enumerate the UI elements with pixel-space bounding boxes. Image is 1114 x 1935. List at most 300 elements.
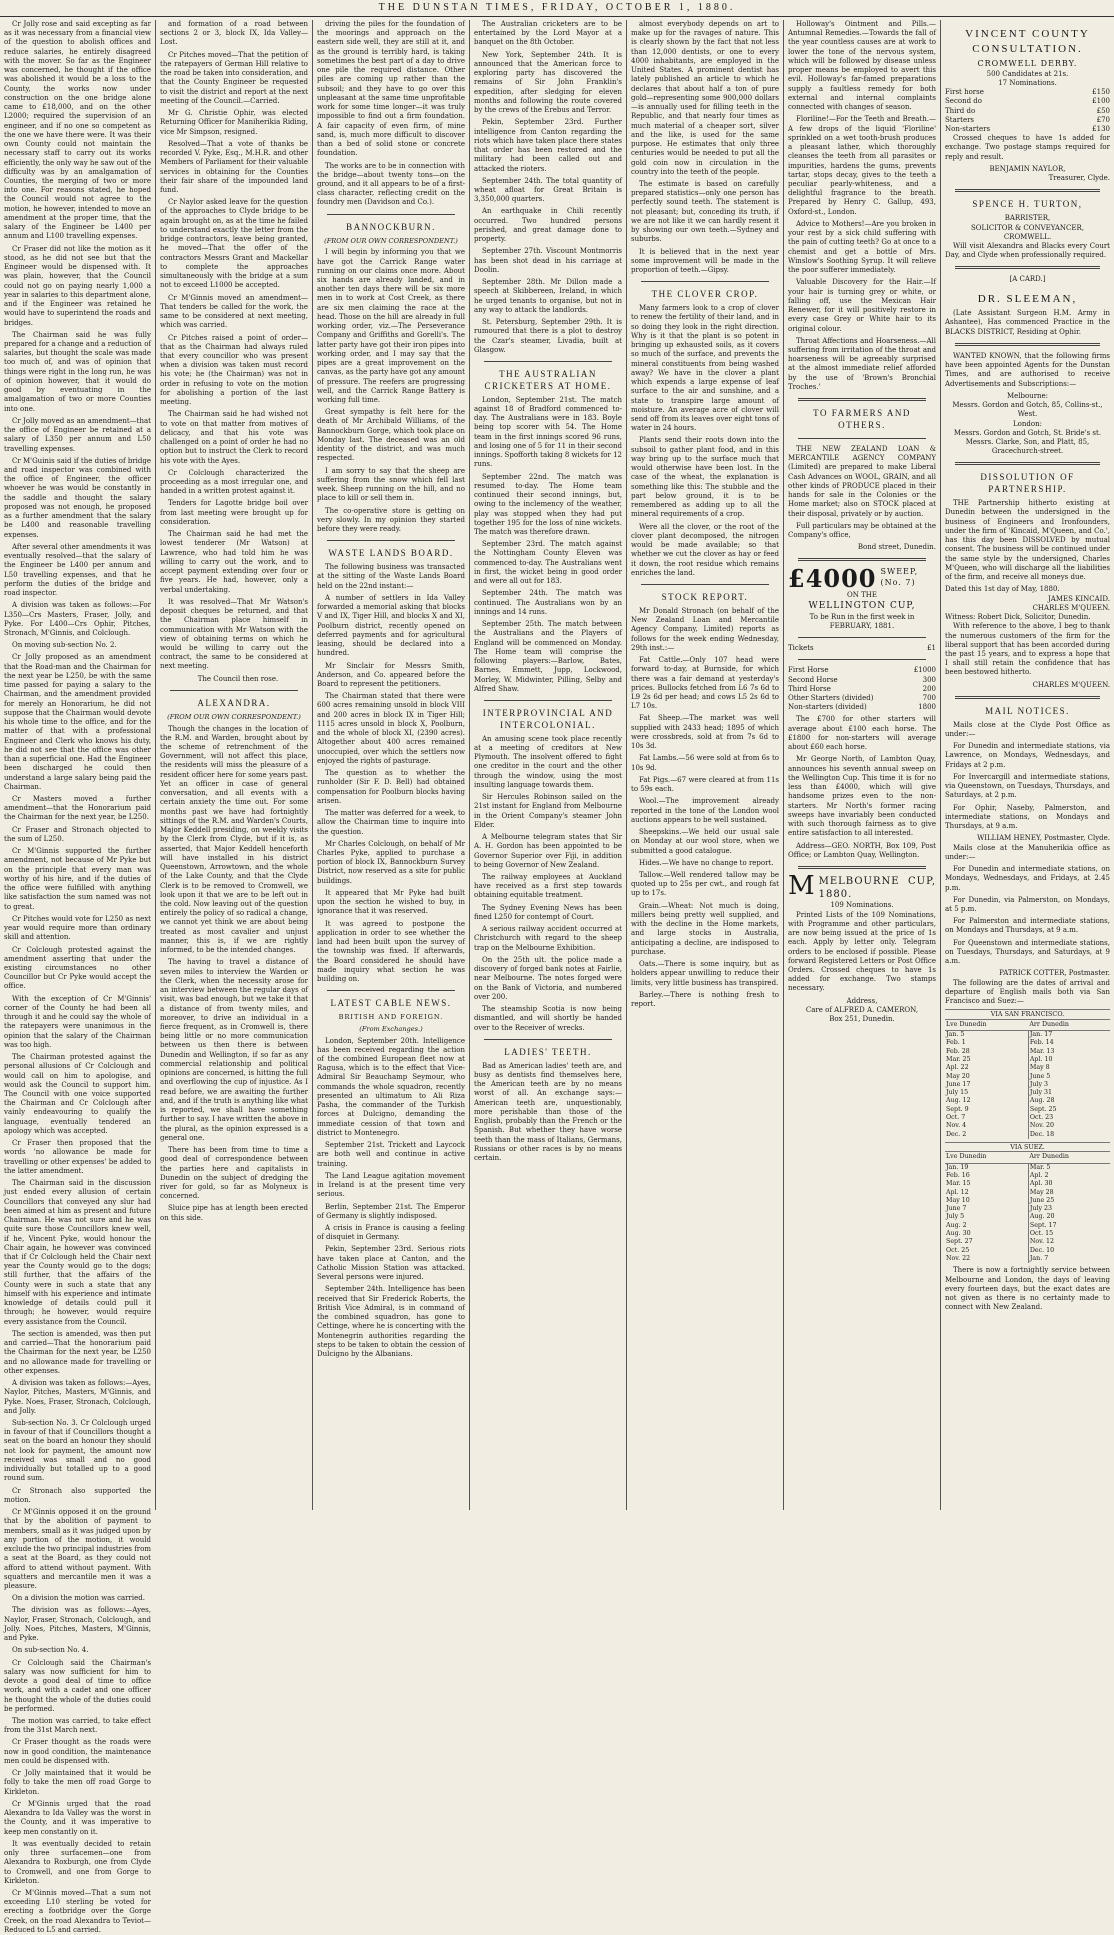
table-cell: Feb. 1 [946,1039,966,1047]
prize-name: Starters [945,115,975,124]
table-row [945,1230,1110,1238]
address-line: Box 251, Dunedin. [829,1015,895,1024]
paragraph: The co-operative store is getting on very slowly. In my opinion they started before they were ready. [317,506,465,534]
paragraph: Pekin, September 23rd. Further intelligence from Canton regarding the riots which have taken place there states that order has been restored and the military had been called out and attacked the rioters. [474,118,622,173]
divider [641,584,769,585]
suez-mail-table [945,1152,1110,1263]
table-cell: Mar. 13 [1028,1048,1110,1056]
table-cell: July 15 [946,1089,969,1097]
prize-name: Second do [945,97,982,106]
divider [798,659,926,660]
turton-title: BARRISTER, [1004,214,1051,223]
stock-report-heading: STOCK REPORT. [661,592,749,602]
paragraph: Mr Donald Stronach (on behalf of the New Zealand Loan and Mercantile Agency Company, Limited) reports as follows for the week ending Wednesday, 29th inst.:— [631,606,779,652]
column-header: Arr Dunedin [1028,1152,1110,1163]
paragraph: It was eventually decided to retain only three surfacemen—one from Alexandra to Roxburgh, one from Clyde to Cromwell, and one from Gorge to Kirkleton. [4,1839,151,1885]
witness: Witness: Robert Dick, Solicitor, Dunedin. [945,613,1091,622]
table-cell: Nov. 12 [1028,1238,1110,1246]
mail-footer-note: There is now a fortnightly service between Melbourne and London, the days of leaving every fourteen days, but the exact dates are not given as there is no certainty made to connect with New Zealand. [945,1266,1110,1312]
paragraph: An amusing scene took place recently at a meeting of creditors at New Plymouth. The insolvent offered to fight one creditor in the court and the other through the window, using the most insulting language towards them. [474,734,622,789]
tickets-label: Tickets [788,644,814,653]
paragraph: A Melbourne telegram states that Sir A. H. Gordon has been appointed to be Governor Superior over Fiji, in addition to being Governor of New Zealand. [474,833,622,869]
prize-name: Non-starters [945,124,991,133]
paragraph: The motion was carried, to take effect from the 31st March next. [4,1717,151,1735]
table-cell: Jan. 5 [946,1031,965,1039]
waste-lands-heading: WASTE LANDS BOARD. [328,548,454,559]
table-cell: Apl. 12 [946,1188,969,1196]
signatory: JAMES KINCAID. [1047,594,1110,603]
clover-crop-heading: THE CLOVER CROP. [651,289,759,300]
paragraph: Cr M'Guinis said if the duties of bridge and road inspector was combined with the office of Engineer, the officer whoever he was would be constantly in the saddle and thought the salary proposed was not enough, he proposed as a further amendment that the salary be L400 and reasonable travelling expenses. [4,456,151,539]
reference-note: With reference to the above, I beg to thank the numerous customers of the firm for the liberal support that has been accorded during the past 15 years, and to express a hope that I shall still retain the confidence that has been bestowed hitherto. [945,622,1110,677]
interprovincial-heading: INTERPROVINCIAL AND INTERCOLONIAL. [482,707,614,730]
cable-news-heading: LATEST CABLE NEWS. [330,998,452,1009]
paragraph: For Invercargill and intermediate stations, via Queenstown, on Tuesdays, Thursdays, and Saturdays, at 2 p.m. [945,772,1110,800]
melbourne-cup-nominations: 109 Nominations. [830,901,894,910]
paragraph: Cr Pitches raised a point of order—that as the Chairman had always ruled that every councillor who was present when a division was taken must record his vote; he (the Chairman) was not in order in refusing to vote on the motion for abolishing a portion of the last meeting. [160,333,308,407]
table-cell: Aug. 12 [946,1097,971,1105]
column-6 [784,20,940,1510]
table-cell: Feb. 14 [1028,1039,1110,1047]
agent-name: Messrs. Gordon and Gotch, St. Bride's st. Messrs. Clarke, Son, and Platt, 85, Gracechurch-street. [953,428,1102,456]
table-cell: Sept. 25 [1028,1106,1110,1114]
paragraph: Fat Lambs.—56 were sold at from 6s to 10s 9d. [631,754,779,772]
table-row [945,1081,1110,1089]
paragraph: The Chairman stated that there were 600 acres remaining unsold in block VIII and 200 acres in block IX in Tiger Hill; 1115 acres unsold in block X, Poolburn, and the whole of block XI, (2390 acres). Altogether about 400 acres remained unoccupied, over which the settlers now enjoyed the rights of pasturage. [317,692,465,765]
table-cell: May 10 [946,1196,970,1204]
table-cell: June 7 [946,1205,967,1213]
paragraph: For Ophir, Naseby, Palmerston, and intermediate stations, on Mondays and Thursdays, at 9 a.m. [945,803,1110,831]
divider [955,696,1100,699]
paragraph: September 24th. Intelligence has been received that Sir Frederick Roberts, the British Vice Admiral, is in command of the combined squadron, has gone to Cettinge, where he is concerting with the Montenegrin authorities regarding the steps to be taken to obtain the cession of Dulcigno by the Albanians. [317,1285,465,1359]
paragraph: Tallow.—Well rendered tallow may be quoted up to 25s per cwt., and rough fat up to 17s. [631,870,779,898]
table-cell: Mar. 15 [946,1180,971,1188]
paragraph: Cr Jolly rose and said excepting as far as it was necessary from a financial view of the question to abolish offices and reduce salaries, he entirely disagreed with the mover. So far as the Engineer was concerned, he thought if the office was abolished it would be a loss to the County, the works now under construction on the one bridge alone came to £18,000, and on the other L2000; required the supervision of an engineer, and if no one so competent as the one we have there were. It was their own County could not maintain the necessary staff to carry out its works efficiently, the only way he saw out of the difficulty was by an amalgamation of Counties, the merging of two or more into one. For reasons stated, he hoped the Council would not agree to the motion, he however, intended to move an amendment at the proper time, that the salary of the Engineer be L400 per annum and L100 travelling expenses. [4,20,151,241]
address-label: Address, [846,996,878,1005]
table-row [945,1197,1110,1205]
paragraph: Cr Fraser thought as the roads were now in good condition, the maintenance men could be dispensed with. [4,1738,151,1765]
paragraph: September 28th. Mr Dillon made a speech at Skibbereen, Ireland, in which he urged tenants to organise, but not in any way to attack the landlords. [474,278,622,314]
divider [327,540,455,541]
table-row [945,1039,1110,1047]
paragraph: September 23rd. The match against the Nottingham County Eleven was commenced to-day. The Australians went in first, the wicket being in good order and were all out for 183. [474,540,622,586]
paragraph: Barley.—There is nothing fresh to report. [631,990,779,1009]
paragraph: The steamship Scotia is now being dismantled, and will shortly be handed over to the Receiver of wrecks. [474,1005,622,1032]
sweep-cup: WELLINGTON CUP, [808,600,916,611]
table-cell: June 5 [1028,1073,1110,1081]
sweep-run-date: To be Run in the first week in FEBRUARY, 1881. [809,612,915,630]
paragraph: A number of settlers in Ida Valley forwarded a memorial asking that blocks V and IX, Tiger Hill, and blocks X and XI, Poolburn district, recently opened on deferred payments and for agricultural leasing, should be declared into a hundred. [317,593,465,658]
signatory: CHARLES M'QUEEN. [1032,603,1110,612]
address-line: Care of ALFRED A. CAMERON, [805,1005,919,1014]
paragraph: Cr Masters moved a further amendment—that the Honorarium paid the Chairman for the next year, be L250. [4,794,151,822]
divider [955,266,1100,269]
table-row [945,1163,1110,1172]
table-row [945,1238,1110,1246]
table-cell: June 17 [946,1080,971,1088]
alexandra-heading: ALEXANDRA. [197,697,271,708]
postmaster: PATRICK COTTER, Postmaster. [999,969,1110,978]
paragraph: It was agreed to postpone the application in order to see whether the land had been built upon the survey of the township was fixed. If afterwards, the Board considered he should have made inquiry what section he was building on. [317,919,465,984]
table-cell: Dec. 2 [946,1130,967,1138]
sweep-on: ON THE [847,591,877,600]
prize-name: Non-starters (divided) [788,703,867,712]
prize-amount: £70 [1096,115,1110,124]
table-cell: Aug. 20 [1028,1213,1110,1221]
table-row [945,1064,1110,1072]
paragraph: Valuable Discovery for the Hair.—If your hair is turning grey or white, or falling off, use the Mexican Hair Renewer, for it will positively restore in every case Grey or White hair to its original colour. [788,278,936,333]
treasurer-name: BENJAMIN NAYLOR, [989,164,1066,173]
table-row [945,1031,1110,1040]
paragraph: September 24th. The total quantity of wheat afloat for Great Britain is 3,350,000 quarters. [474,176,622,204]
table-row [945,1097,1110,1105]
paragraph: The following business was transacted at the sitting of the Waste Lands Board held on the 22nd instant:— [317,563,465,590]
table-row [945,1247,1110,1255]
paragraph: Plants send their roots down into the subsoil to gather plant food, and in this way bring up to the surface much that would otherwise have been lost. In the case of the wheat, the explanation is something like this: The stubble and the part below ground, it is to be remembered as adding up to all the mineral requirements of a crop. [631,436,779,519]
table-cell: Sept. 9 [946,1105,969,1113]
table-cell: Dec. 10 [1028,1247,1110,1255]
prize-amount: £50 [1096,106,1110,115]
column-header: Arr Dunedin [1028,1020,1110,1031]
cromwell-derby: CROMWELL DERBY. [977,59,1078,69]
paragraph: St. Petersburg, September 29th. It is rumoured that there is a plot to destroy the Czar's steamer, Livadia, built at Glasgow. [474,318,622,354]
paragraph: Were all the clover, or the root of the clover plant decomposed, the nitrogen would be made available; so that whether we cut the clover as hay or feed it down, the root residue which remains enriches the land. [631,522,779,577]
farmers-heading: TO FARMERS AND OTHERS. [813,408,911,431]
sleeman-name: DR. SLEEMAN, [977,292,1078,305]
divider [798,438,926,439]
prize-amount: £150 [1092,88,1110,97]
paragraph: Pekin, September 23rd. Serious riots have taken place at Canton, and the Catholic Mission Station was attacked. Several persons were injured. [317,1245,465,1282]
table-row [945,1172,1110,1180]
drop-cap: M [788,870,816,901]
table-cell: Oct. 15 [1028,1230,1110,1238]
table-cell: Oct. 23 [1028,1114,1110,1122]
signatory: CHARLES M'QUEEN. [1032,680,1110,689]
paragraph: The Chairman protested against the personal allusions of Cr Colclough and would call on him to apologise, and would ask the Council to support him. The Council with one voice supported the Chairman and Cr Colclough after vainly endeavouring to qualify the language, eventually tendered an apology which was accepted. [4,1053,151,1135]
paragraph: A serious railway accident occurred at Christchurch with regard to the sheep trap on the Melbourne Exhibition. [474,925,622,952]
table-row [945,1222,1110,1230]
divider [484,700,612,701]
paragraph: Holloway's Ointment and Pills.—Antumnal Remedies.—Towards the fall of the year countless causes are at work to lower the tone of the nervous system, which will be followed by disease unless proper means be employed to avert this evil. Holloway's far-famed preparations supply a faultless remedy for both external and internal complaints connected with changes of season. [788,20,936,112]
prize-amount: 200 [922,684,936,693]
paragraph: Fat Sheep.—The market was well supplied with 2433 head; 1895 of which were crossbreds, sold at from 7s 6d to 10s 3d. [631,714,779,751]
paragraph: A division was taken as follows:—Ayes, Naylor, Pitches, Masters, M'Ginnis, and Pyke. Noes, Fraser, Stronach, Colclough, and Jolly. [4,1379,151,1415]
council-report-text [4,20,151,1935]
paragraph: Cr M'Ginnis opposed it on the ground that by the abolition of payment to members, small as it was judged upon by any portion of the motion, it would exclude the two principal industries from a seat at the Board, as they could not afford to attend without payment. With squatters and mercantile men it was a pleasure. [4,1508,151,1590]
table-cell: July 23 [1028,1205,1110,1213]
table-row [945,1114,1110,1122]
table-row [945,1205,1110,1213]
paragraph: London, September 20th. Intelligence has been received regarding the action of the combined European fleet now at Ragusa, which is to the effect that Vice-Admiral Sir Beauchamp Seymour, who commands the whole squadron, recently presented an ultimatum to Ali Riza Pasha, the commander of the Turkish forces at Dulcigno, demanding the immediate cession of that town and district to Montenegro. [317,1036,465,1137]
paragraph: Cr Fraser did not like the motion as it stood, as he did not see but that the Engineer would be dispensed with. It was plain, however, that the Council could not go on paying nearly 1,000 a year in salaries to this department alone, and if the Engineer was retained he would have to superintend the roads and bridges. [4,244,151,327]
divider [327,990,455,991]
divider [955,189,1100,192]
paragraph: The Australian cricketers are to be entertained by the Lord Mayor at a banquet on the 8th October. [474,20,622,47]
paragraph: On a division the motion was carried. [12,1594,145,1603]
paragraph: Sir Hercules Robinson sailed on the 21st instant for England from Melbourne in the Orient Company's steamer John Elder. [474,793,622,829]
divider [641,281,769,282]
sweep-body: The £700 for other starters will average about £100 each horse. The £1800 for non-starters will average about £60 each horse. [788,715,936,752]
paragraph: For Dunedin and intermediate stations, on Mondays, Wednesdays, and Fridays, at 2.45 p.m. [945,865,1110,892]
column-3 [313,20,469,1510]
column-2 [156,20,312,1510]
paragraph: New York, September 24th. It is announced that the American force to exploring party has discovered the remains of Sir John Franklin's expedition, after sledging for eleven months and following the route covered by the crews of the Erebus and Terror. [474,50,622,115]
paragraph: An earthquake in Chili recently occurred. Two hundred persons perished, and great damage done to property. [474,207,622,244]
column-header: Lve Dunedin [945,1020,1028,1031]
wellington-sweep-ad [788,564,936,860]
prize-name: Second Horse [788,675,838,684]
paragraph: The having to travel a distance of seven miles to interview the Warden or the Clerk, when the necessity arose for an interview between the regular days of visit, was bad enough, but we take it that a distance of from twenty miles, and moreover, to drive an individual in a fierce frequent, as in Cromwell is, there being little or no more communication between us then there is between Dunedin and Wellington, if so far as any commercial relationship and political opinions are concerned, is hitting the full and overflowing the cup of injustice. As I read before, we are awaiting the further and, and if the truth is anything like what is reported, we shall have something further to say. I have written the above in the plural, as the opinion expressed is a general one. [160,958,308,1142]
column-1 [0,20,155,1934]
table-cell: Dec. 18 [1028,1131,1110,1139]
table-row [945,1131,1110,1139]
prize-amount: 1800 [918,703,936,712]
table-cell: Apl. 30 [1028,1180,1110,1188]
paragraph: Resolved—That a vote of thanks be recorded V. Pyke, Esq., M.H.R. and other Members of Parliament for their valuable services in obtaining for the Counties their fair share of the impounded land fund. [160,139,308,194]
paragraph: almost everybody depends on art to make up for the ravages of nature. This is clearly shown by the fact that not less than 12,000 dentists, or one to every 4000 inhabitants, are employed in the United States. A prominent dentist has lately published an article to which he declares that about half a ton of pure gold—representing some 900,000 dollars—is annually used for filling teeth in the Republic, and that nearly four times as much material of a cheaper sort, silver and the like, is used for the same purpose. He estimates that only three centuries would be needed to put all the gold coin now in circulation in the country into the teeth of the people. [631,20,779,176]
paragraph: Tenders for Lagotte bridge boil over from last meeting were brought up for consideration. [160,499,308,526]
divider [798,558,926,561]
ladies-teeth-heading: LADIES' TEETH. [504,1046,592,1057]
turton-name: SPENCE H. TURTON, [972,199,1083,210]
paragraph: There has been from time to time a good deal of correspondence between the parties here and capitalists in Dunedin on the subject of dredging the river for gold, so far as Molyneux is concerned. [160,1146,308,1201]
agent-city: London: [1013,419,1042,428]
wanted-known-ad: WANTED KNOWN, that the following firms have been appointed Agents for the Dunstan Times, and are authorised to receive Advertisements and Subscriptions:— [945,351,1110,388]
paragraph: For Dunedin, via Palmerston, on Mondays, at 5 p.m. [945,895,1110,913]
paragraph: Floriline!—For the Teeth and Breath.—A few drops of the liquid 'Floriline' sprinkled on a wet tooth-brush produces a pleasant lather, which thoroughly cleanses the teeth from all parasites or impurities, hardens the gums, prevents tartar, stops decay, gives to the teeth a peculiar pearly-whiteness, and a delightful fragrance to the breath. Prepared by Henry C. Gallup, 493, Oxford-st., London. [788,115,936,216]
column-5 [627,20,783,1510]
prize-name: Third do [945,106,976,115]
divider [798,637,926,638]
paragraph: With the exception of Cr M'Ginnis' corner of the County he had been all through it and he could say the whole of the ratepayers were unanimous in the opinion that the salary of the Chairman was too high. [4,994,151,1049]
paragraph: Cr M'Ginnis supported the further amendment, not because of Mr Pyke but on the principle that every man was worthy of his hire, and if the duties of the office were fulfilled with anything like satisfaction the sum named was not to great. [4,847,151,911]
divider [170,690,298,691]
paragraph: The Chairman said he had wished not to vote on that matter from motives of delicacy, and that his vote was challenged on a point of order he had no option but to instruct the Clerk to record his vote with the Ayes. [160,410,308,465]
table-cell: May 20 [946,1072,970,1080]
prize-name: First Horse [788,666,829,675]
table-cell: Jan. 19 [946,1163,969,1171]
sweep-title: SWEEP, (No. 7) [880,567,919,588]
paragraph: Cr Pitches moved—That the petition of the ratepayers of German Hill relative to the road be taken into consideration, and that the County Engineer be requested to visit the district and report at the next meeting of the Council.—Carried. [160,50,308,105]
nz-loan-ad: THE NEW ZEALAND LOAN & MERCANTILE AGENCY COMPANY (Limited) are prepared to make Liberal Cash Advances on WOOL, GRAIN, and all other kinds of PRODUCE placed in their hands for sale in the Colonies or the Home market; also on STOCK placed at their disposal, privately or by auction. [788,444,936,518]
paragraph: The railway employees at Auckland have received as a first step towards obtaining equitable treatment. [474,873,622,900]
paragraph: Throat Affections and Hoarseness.—All suffering from irritation of the throat and hoarseness will be agreeably surprised at the almost immediate relief afforded by the use of 'Brown's Bronchial Troches.' [788,336,936,391]
paragraph: It was resolved—That Mr Watson's deposit cheques be returned, and that the Chairman place himself in communication with Mr Watson with the view of obtaining terms on which he would be willing to carry out the contract, the same to be considered at next meeting. [160,597,308,671]
paragraph: Grain.—Wheat: Not much is doing, millers being pretty well supplied, and with the decline in the Home markets, and large stocks in Australia, anticipating a decline, are indisposed to purchase. [631,901,779,956]
nominations: 17 Nominations. [998,78,1057,87]
paragraph: Mails close at the Manuherikia office as under:— [945,843,1110,861]
table-cell: Mar. 25 [946,1055,971,1063]
cable-source-note: (From Exchanges.) [359,1024,423,1033]
table-row [945,1255,1110,1263]
paragraph: September 27th. Viscount Montmorris has been shot dead in his carriage at Doolin. [474,247,622,274]
prize-amount: £100 [1092,97,1110,106]
table-row [945,1213,1110,1221]
table-cell: Nov. 4 [946,1122,967,1130]
paragraph: Cr Jolly proposed as an amendment that the Road-man and the Chairman for the next year be L250, be with the same time passed for paying a salary to the Chairman, and the amendment provided for merely an Honorarium, he did not suppose that the Chairman would devote his whole time to the office, and for the matter of that with a professional Engineer and Clerk who knows his duty, he did not see that the office was other than a superficial one. Had the Engineer been discharged he could then understand a large salary being paid the Chairman. [4,653,151,791]
paragraph: Fat Pigs.—67 were cleared at from 11s to 59s each. [631,775,779,794]
table-cell: Nov. 20 [1028,1122,1110,1130]
paragraph: Cr Stronach also supported the motion. [4,1486,151,1504]
paragraph: For Queenstown and intermediate stations, on Tuesdays, Thursdays, and Saturdays, at 9 a.m. [945,938,1110,966]
table-cell: Apl. 22 [946,1064,969,1072]
prize-name: Other Starters (divided) [788,693,874,702]
table-row [945,1089,1110,1097]
dissolution-body: THE Partnership hitherto existing at Dunedin between the undersigned in the business of Engineers and Ironfounders, under the firm of 'Kincaid, M'Queen, and Co.', has this day been DISSOLVED by mutual consent. The business will be continued under the same style by the undersigned, Charles M'Queen, who will discharge all the liabilities of the firm, and receive all moneys due. [945,499,1110,582]
table-row [945,1180,1110,1188]
turton-body: Will visit Alexandra and Blacks every Court Day, and Clyde when professionally required. [945,241,1110,260]
nz-loan-note: Full particulars may be obtained at the Company's office, [788,521,936,539]
paragraph: The division was as follows:—Ayes, Naylor, Fraser, Stronach, Colclough, and Jolly. Noes, Pitches, Masters, M'Ginnis, and Pyke. [4,1606,151,1643]
paragraph: The Chairman said he was fully prepared for a change and a reduction of salaries, but thought the scale was made too much of, and was of opinion that things were right in the long run, he was of opinion however, that it would do good by eventuating in the amalgamation of two or more Counties into one. [4,330,151,413]
masthead: THE DUNSTAN TIMES, FRIDAY, OCTOBER 1, 1880. [0,0,1114,17]
table-cell: July 31 [1028,1089,1110,1097]
table-row [945,1106,1110,1114]
paragraph: Hides.—We have no change to report. [639,858,774,867]
table-cell: Aug. 2 [946,1221,967,1229]
paragraph: Oats.—There is some inquiry, but as holders appear unwilling to reduce their limits, very little business has transpired. [631,960,779,987]
paragraph: The Council then rose. [197,674,279,683]
turton-location: CROMWELL. [1003,232,1052,241]
consultation-note: Crossed cheques to have 1s added for exchange. Two postage stamps required for reply and result. [945,134,1110,161]
table-cell: May 28 [1028,1189,1110,1197]
prize-amount: £130 [1092,124,1110,133]
vincent-consultation-heading: VINCENT COUNTY CONSULTATION. [965,28,1090,55]
paragraph: Great sympathy is felt here for the death of Mr Archibald Williams, of the Bannockburn Gorge, which took place on Monday last. The deceased was an old identity of the district, and was much respected. [317,408,465,463]
table-cell: Oct. 25 [946,1246,970,1254]
sf-mail-table [945,1020,1110,1139]
paragraph: The Land League agitation movement in Ireland is at the present time very serious. [317,1171,465,1199]
table-cell: Feb. 16 [946,1172,970,1179]
table-cell: Oct. 7 [946,1114,966,1122]
sleeman-body: (Late Assistant Surgeon H.M. Army in Ashantee), Has commenced Practice in the BLACKS DISTRICT, Residing at Ophir. [945,309,1110,336]
suez-mail-heading: VIA SUEZ. [945,1142,1110,1152]
paragraph: The estimate is based on carefully prepared statistics—only one person has perfectly sound teeth. The statement is not pleasant; but, conceding its truth, if we are not like it we can hardly resent it by showing our own teeth.—Sydney and suburbs. [631,179,779,244]
divider [955,462,1100,465]
column-7 [941,20,1114,1510]
paragraph: For Palmerston and intermediate stations, on Mondays and Thursdays, at 9 a.m. [945,917,1110,935]
table-cell: Jan. 17 [1028,1031,1110,1040]
prize-name: First horse [945,88,984,97]
paragraph: On sub-section No. 4. [12,1646,89,1655]
table-cell: Sept. 27 [946,1238,973,1246]
table-cell: June 25 [1028,1197,1110,1205]
table-cell: May 8 [1028,1064,1110,1072]
paragraph: September 25th. The match between the Australians and the Players of England will be commenced on Monday. The Home team will comprise the following players:—Barlow, Bates, Barnes, Emmett, Jupp, Lockwood, Morley, W. Midwinter, Pilling, Selby and Alfred Shaw. [474,620,622,693]
paragraph: The question as to whether the runholder (Sir F. D. Bell) had obtained compensation for Poolburn blocks having arisen. [317,769,465,805]
paragraph: For Dunedin and intermediate stations, via Lawrence, on Mondays, Wednesdays, and Fridays at 2 p.m. [945,742,1110,769]
table-cell: July 3 [1028,1081,1110,1089]
dissolution-heading: DISSOLUTION OF PARTNERSHIP. [980,472,1075,495]
prize-name: Third Horse [788,684,831,693]
table-row [945,1048,1110,1056]
paragraph: driving the piles for the foundation of the moorings and approach on the eastern side well, they are still at it, and as the ground is terribly hard, is taking sometimes the best part of a day to drive one pile the required distance. Other piles are coming up rather than the subsoil; and they have to go over this unpleasant at the same time unprofitable work for some time longer—it was truly impossible to find out a firm foundation. A fair capacity of even firm, of mine sand, is, much more difficult to discover than a bed of solid stone or concrete foundation. [317,20,465,158]
paragraph: The Chairman said in the discussion just ended every allusion of certain Councillors that conveyed any slur had been aimed at him as present and future Chairman. He was not sure and he was quite sure those Councillors knew well, if he, Vincent Pyke, would honour the Chair again, he however was convinced that if Cr Colclough held the Chair next year the County would go to the dogs; still further, that the affairs of the County were in such a state that any himself with his experience and intimate knowledge of details could pull it through; he however, would require every assistance from the Council. [4,1179,151,1326]
paragraph: A crisis in France is causing a feeling of disquiet in Germany. [317,1223,465,1242]
paragraph: Mr G. Christie Ophir, was elected Returning Officer for Maniherikia Riding, vice Mr Simpson, resigned. [160,109,308,136]
table-cell: Aug. 30 [946,1230,971,1238]
paragraph: Mr Charles Colclough, on behalf of Mr Charles Pyke, applied to purchase a portion of block IX, Bannockburn Survey District, now reserved as a site for public buildings. [317,839,465,885]
paragraph: The following are the dates of arrival and departure of English mails both via San Francisco and Suez:— [945,978,1110,1006]
treasurer-title: Treasurer, Clyde. [1048,174,1110,183]
table-cell: Apl. 2 [1028,1172,1110,1180]
tickets-price: £1 [927,644,936,653]
paragraph: Cr Jolly maintained that it would be folly to take the men off road Gorge to Kirkleton. [4,1769,151,1796]
paragraph: Cr Colclough said the Chairman's salary was now sufficient for him to devote a good deal of time to office work, and with a cadet and one officer he thought the whole of the duties could be performed. [4,1658,151,1713]
nz-loan-address: Bond street, Dunedin. [857,543,936,552]
paragraph: Cr M'Ginnis urged that the road Alexandra to Ida Valley was the worst in the County, and it was imperative to keep men constantly on it. [4,1799,151,1836]
cable-subheading: BRITISH AND FOREIGN. [338,1013,444,1022]
table-cell: Mar. 5 [1028,1163,1110,1172]
paragraph: The Chairman said he had met the lowest tenderer (Mr Watson) at Lawrence, who had told him he was willing to carry out the work, and to accept payment extending over four or five years. He had, however, only a verbal undertaking. [160,530,308,594]
paragraph: After several other amendments it was eventually resolved—that the salary of the Engineer be L400 per annum and L50 travelling expenses, and that he perform the duties of the bridge and road inspector. [4,542,151,598]
paragraph: The section is amended, was then put and carried—That the honorarium paid the Chairman for the next year, be L250 and no allowance made for travelling or other expenses. [4,1329,151,1375]
paragraph: Mr Sinclair for Messrs Smith, Anderson, and Co. appeared before the Board to represent the petitioners. [317,661,465,688]
paragraph: On moving sub-section No. 2. [12,641,117,650]
melbourne-cup-body: Printed Lists of the 109 Nominations, with Programme and other particulars, are now being issued at the price of 1s each. Apply by letter only. Telegram orders to be enclosed if possible. Please forward Registered Letters or Post Office Orders. Crossed cheques to have 1s added for exchange. Two stamps necessary. [788,910,936,993]
paragraph: London, September 21st. The match against 18 of Bradford commenced to-day. The Australians were in 183. Boyle being top scorer with 54. The Home team in the first innings scored 96 runs, and losing one of 5 for 11 in their second innings. Spofforth taking 8 wickets for 12 runs. [474,395,622,469]
paragraph: Advice to Mothers!—Are you broken in your rest by a sick child suffering with the pain of cutting teeth? Go at once to a chemist and get a bottle of Mrs. Winslow's Soothing Syrup. It will relieve the poor sufferer immediately. [788,219,936,275]
agent-city: Melbourne: [1006,391,1049,400]
paragraph: Cr Pitches would vote for L250 as next year would require more than ordinary skill and attention. [4,914,151,942]
table-row [945,1122,1110,1130]
divider [327,214,455,215]
paragraph: Sub-section No. 3. Cr Colclough urged in favour of that if Councillors thought a seat on the board an honour they should not look for payment, the amount now received was small and no good individually but totalled up to a good round sum. [4,1418,151,1483]
paragraph: Cr Fraser and Stronach objected to the sum of L250. [4,825,151,843]
column-4 [470,20,626,1510]
postmaster: WILLIAM HENEY, Postmaster, Clyde. [977,834,1110,843]
paragraph: Cr M'Ginnis moved—That a sum not exceeding L10 sterling be voted for erecting a footbridge over the Gorge Creek, on the road Alexandra to Teviot—Reduced to L5 and carried. [4,1889,151,1934]
table-row [945,1189,1110,1197]
paragraph: September 24th. The match was continued. The Australians won by an innings and 14 runs. [474,589,622,616]
melbourne-cup-title: MELBOURNE CUP, 1880. [818,875,936,901]
paragraph: On the 25th ult. the police made a discovery of forged bank notes at Fairlie, near Melbourne. The notes forged were on the Bank of Victoria, and numbered over 200. [474,955,622,1001]
sweep-address: Address—GEO. NORTH, Box 109, Post Office; or Lambton Quay, Wellington. [788,841,936,859]
prize-amount: £1000 [913,666,936,675]
paragraph: Fat Cattle.—Only 107 head were forward to-day, at Burnside, for which there was a fair demand at yesterday's prices. Bullocks fetched from L6 7s 6d to L9 2s 6d per head; and cows L5 2s 6d to L7 10s. [631,656,779,711]
paragraph: It appeared that Mr Pyke had built upon the section he wished to buy, in ignorance that it was reserved. [317,888,465,916]
table-cell: Apl. 10 [1028,1056,1110,1064]
paragraph: Cr M'Ginnis moved an amendment—That tenders be called for the work, the same to be considered at next meeting, which was carried. [160,293,308,330]
table-row [945,1073,1110,1081]
divider [955,343,1100,346]
table-cell: Sept. 17 [1028,1222,1110,1230]
paragraph: September 22nd. The match was resumed to-day. The Home team continued their second innings, but, owing to the inclemency of the weather, play was stopped when they had put together 195 for the loss of nine wickets. The match was therefore drawn. [474,472,622,536]
melbourne-cup-ad [788,870,936,1024]
paragraph: I am sorry to say that the sheep are suffering from the snow which fell last week. Sheep running on the hill, and no place to kill or sell them in. [317,466,465,503]
table-cell: Aug. 28 [1028,1097,1110,1105]
paragraph: Cr Jolly moved as an amendment—that the office of Engineer be retained at a salary of L350 per annum and L50 travelling expenses. [4,416,151,453]
paragraph: Cr Naylor asked leave for the question of the approaches to Clyde bridge to be again brought on, as at the time he failed to understand exactly the letter from the bridge contractors, leave being granted, he moved—That the offer of the contractors Messrs Grant and Mackellar to complete the approaches simultaneously with the bridge at a sum not to exceed L1000 be accepted. [160,198,308,290]
paragraph: The works are to be in connection with the bridge—about twenty tons—on the ground, and it all appears to be of a first-class character, reflecting credit on the foundry men (Davidson and Co.). [317,161,465,207]
cricketers-heading: THE AUSTRALIAN CRICKETERS AT HOME. [484,368,612,391]
paragraph: A division was taken as follows:—For L350—Crs Masters, Fraser, Jolly, and Pyke. For L400—Crs Ophir, Pitches, Stronach, M'Ginnis, and Colclough. [4,601,151,637]
bannockburn-heading: BANNOCKBURN. [346,221,436,232]
mail-notices-heading: MAIL NOTICES. [985,705,1070,716]
paragraph: Cr Colclough protested against the amendment asserting that under the existing circumstances no other Councillor but Cr Pyke would accept the office. [4,945,151,991]
sf-mail-heading: VIA SAN FRANCISCO. [945,1009,1110,1019]
paragraph: Sluice pipe has at length been erected on this side. [160,1204,308,1222]
paragraph: The matter was deferred for a week, to allow the Chairman time to inquire into the question. [317,809,465,836]
candidates: 500 Candidates at 21s. [986,69,1069,78]
paragraph: It is believed that in the next year some improvement will be made in the proportion of teeth.—Gipsy. [631,247,779,275]
paragraph: Sheepskins.—We held our usual sale on Monday at our wool store, when we submitted a good catalogue. [631,828,779,855]
paragraph: Berlin, September 21st. The Emperor of Germany is slightly indisposed. [317,1202,465,1220]
paragraph: Bad as American ladies' teeth are, and busy as dentists find themselves here, the American teeth are by no means worst of all. An exchange says:—American teeth are, unquestionably, more perishable than those of the English, probably than the French or the Spanish. But whether they have worse teeth than the mass of Italians, Germans, Russians or other races is by no means certain. [474,1061,622,1162]
correspondent-note: (FROM OUR OWN CORRESPONDENT.) [324,236,458,245]
table-row [945,1056,1110,1064]
divider [484,1039,612,1040]
